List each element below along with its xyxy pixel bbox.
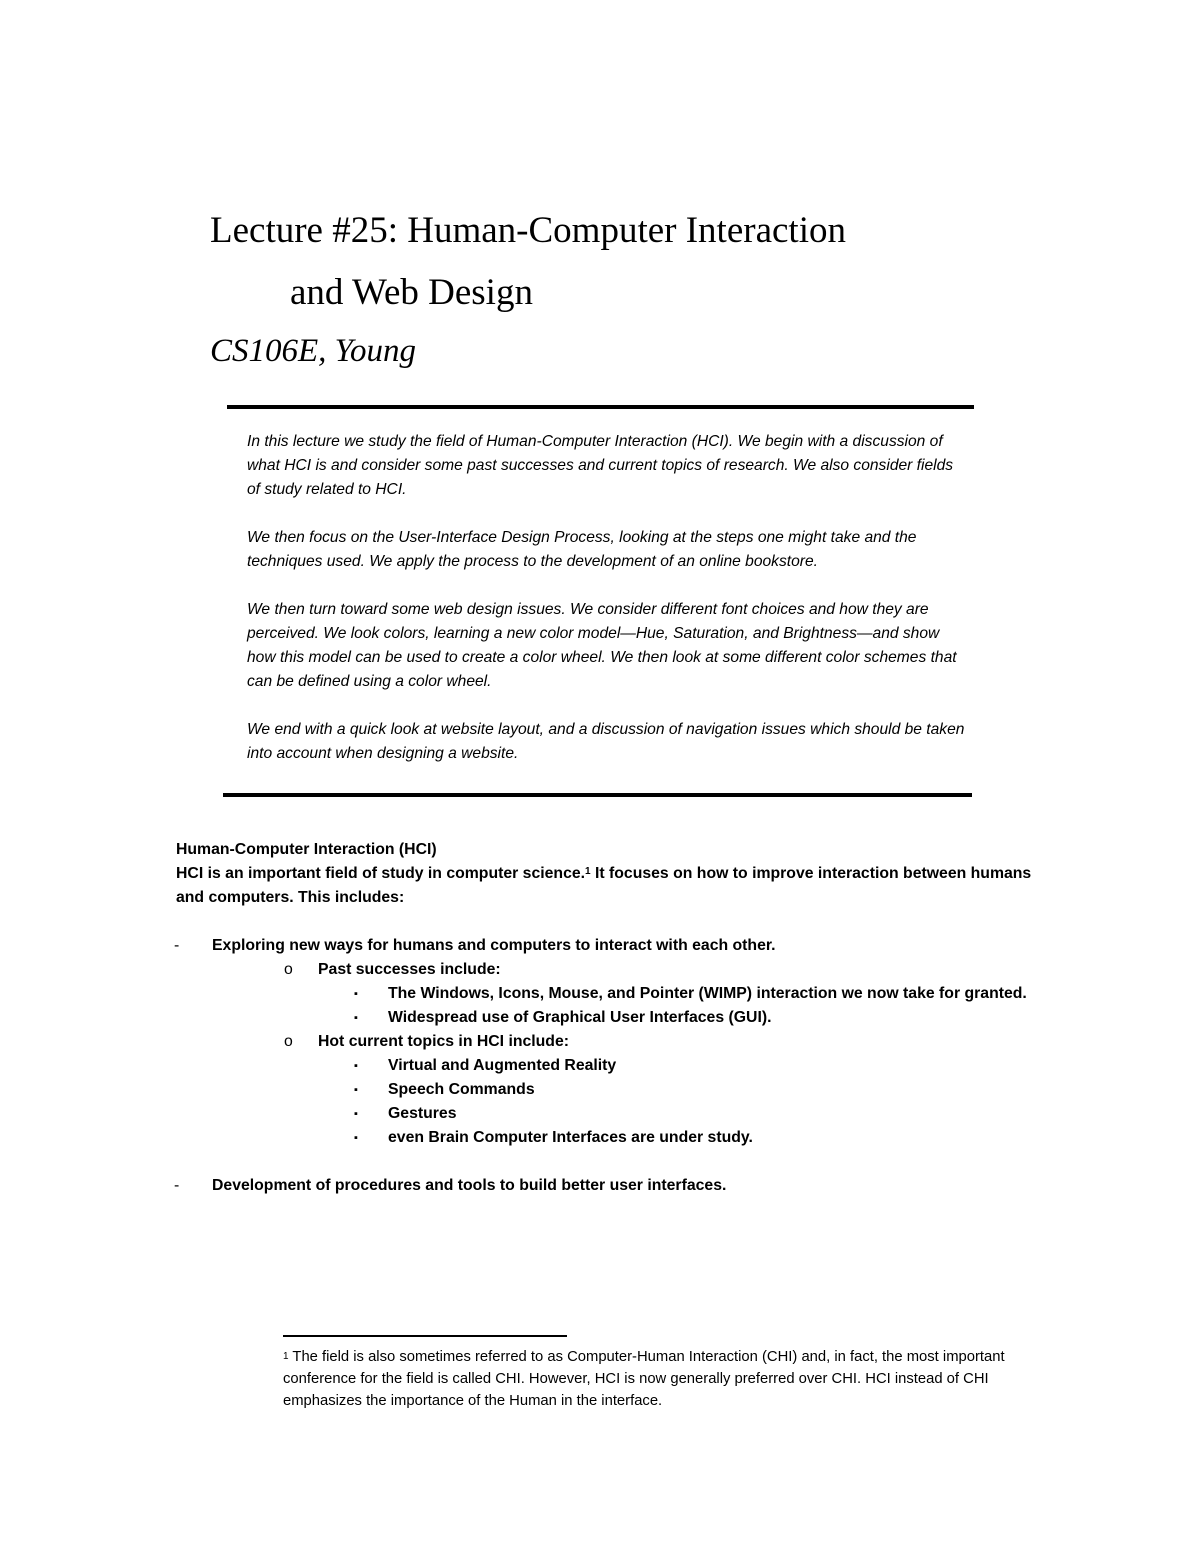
list-item-text: Development of procedures and tools to build better user interfaces. — [212, 1177, 727, 1194]
list-item-text: Hot current topics in HCI include: — [318, 1033, 570, 1050]
circle-bullet: o — [284, 961, 293, 978]
square-bullet: ▪ — [354, 1132, 358, 1144]
list-item — [176, 1174, 1036, 1198]
intro-text-continued: It focuses on how to improve interaction between humans and computers. This includes: — [176, 865, 1032, 906]
course-author: CS106E, Young — [210, 333, 416, 369]
abstract — [247, 430, 969, 790]
footnote-number: 1 — [283, 1351, 289, 1362]
list-item-text: Speech Commands — [388, 1081, 535, 1098]
list-item-text: The Windows, Icons, Mouse, and Pointer (WIMP) interaction we now take for granted. — [388, 985, 1027, 1002]
dash-bullet: - — [174, 937, 180, 954]
list-item-text: Widespread use of Graphical User Interfaces (GUI). — [388, 1009, 772, 1026]
list-item-text: Virtual and Augmented Reality — [388, 1057, 617, 1074]
footnote — [283, 1346, 1033, 1412]
list-item — [176, 982, 1036, 1006]
list-item — [176, 1006, 1036, 1030]
dash-bullet: - — [174, 1177, 180, 1194]
abstract-top-rule — [227, 405, 974, 409]
list-item — [176, 934, 1036, 958]
list-item — [176, 1126, 1036, 1150]
abstract-paragraph: We then focus on the User-Interface Design Process, looking at the steps one might take and the techniques used. We apply the process to the development of an online bookstore. — [247, 529, 917, 570]
abstract-bottom-rule — [223, 793, 972, 797]
section-intro — [176, 862, 1036, 910]
list-item — [176, 1054, 1036, 1078]
abstract-paragraph: We then turn toward some web design issues. We consider different font choices and how they are perceived. We look colors, learning a new color model—Hue, Saturation, and Brightness—and show how this model can be used to create a color wheel. We then look at some different color schemes that can be defined using a color wheel. — [247, 601, 957, 690]
list-item-text: even Brain Computer Interfaces are under study. — [388, 1129, 753, 1146]
list-item — [176, 1078, 1036, 1102]
list-item-text: Past successes include: — [318, 961, 501, 978]
lecture-title-continued: and Web Design — [290, 272, 533, 313]
lecture-title: Lecture #25: Human-Computer Interaction — [210, 210, 846, 251]
square-bullet: ▪ — [354, 1084, 358, 1096]
footnote-reference: 1 — [585, 866, 591, 877]
abstract-paragraph: In this lecture we study the field of Human-Computer Interaction (HCI). We begin with a discussion of what HCI is and consider some past successes and current topics of research. We also consider fields of study related to HCI. — [247, 433, 954, 498]
square-bullet: ▪ — [354, 1108, 358, 1120]
list-item — [176, 1030, 1036, 1054]
list-item-text: Exploring new ways for humans and computers to interact with each other. — [212, 937, 776, 954]
square-bullet: ▪ — [354, 1060, 358, 1072]
circle-bullet: o — [284, 1033, 293, 1050]
hci-section — [176, 838, 1036, 1198]
abstract-paragraph: We end with a quick look at website layout, and a discussion of navigation issues which should be taken into account when designing a website. — [247, 721, 965, 762]
list-item — [176, 958, 1036, 982]
list-item — [176, 1102, 1036, 1126]
intro-text: HCI is an important field of study in computer science. — [176, 865, 586, 882]
list-item-text: Gestures — [388, 1105, 457, 1122]
square-bullet: ▪ — [354, 988, 358, 1000]
list-spacer — [176, 1150, 1036, 1174]
square-bullet: ▪ — [354, 1012, 358, 1024]
section-heading: Human-Computer Interaction (HCI) — [176, 841, 437, 858]
footnote-text: The field is also sometimes referred to as Computer-Human Interaction (CHI) and, in fact, the most important conference for the field is called CHI. However, HCI is now generally preferred over CHI. HCI instead of CHI emphasizes the importance of the Human in the interface. — [283, 1349, 1005, 1409]
footnote-separator — [283, 1335, 567, 1337]
